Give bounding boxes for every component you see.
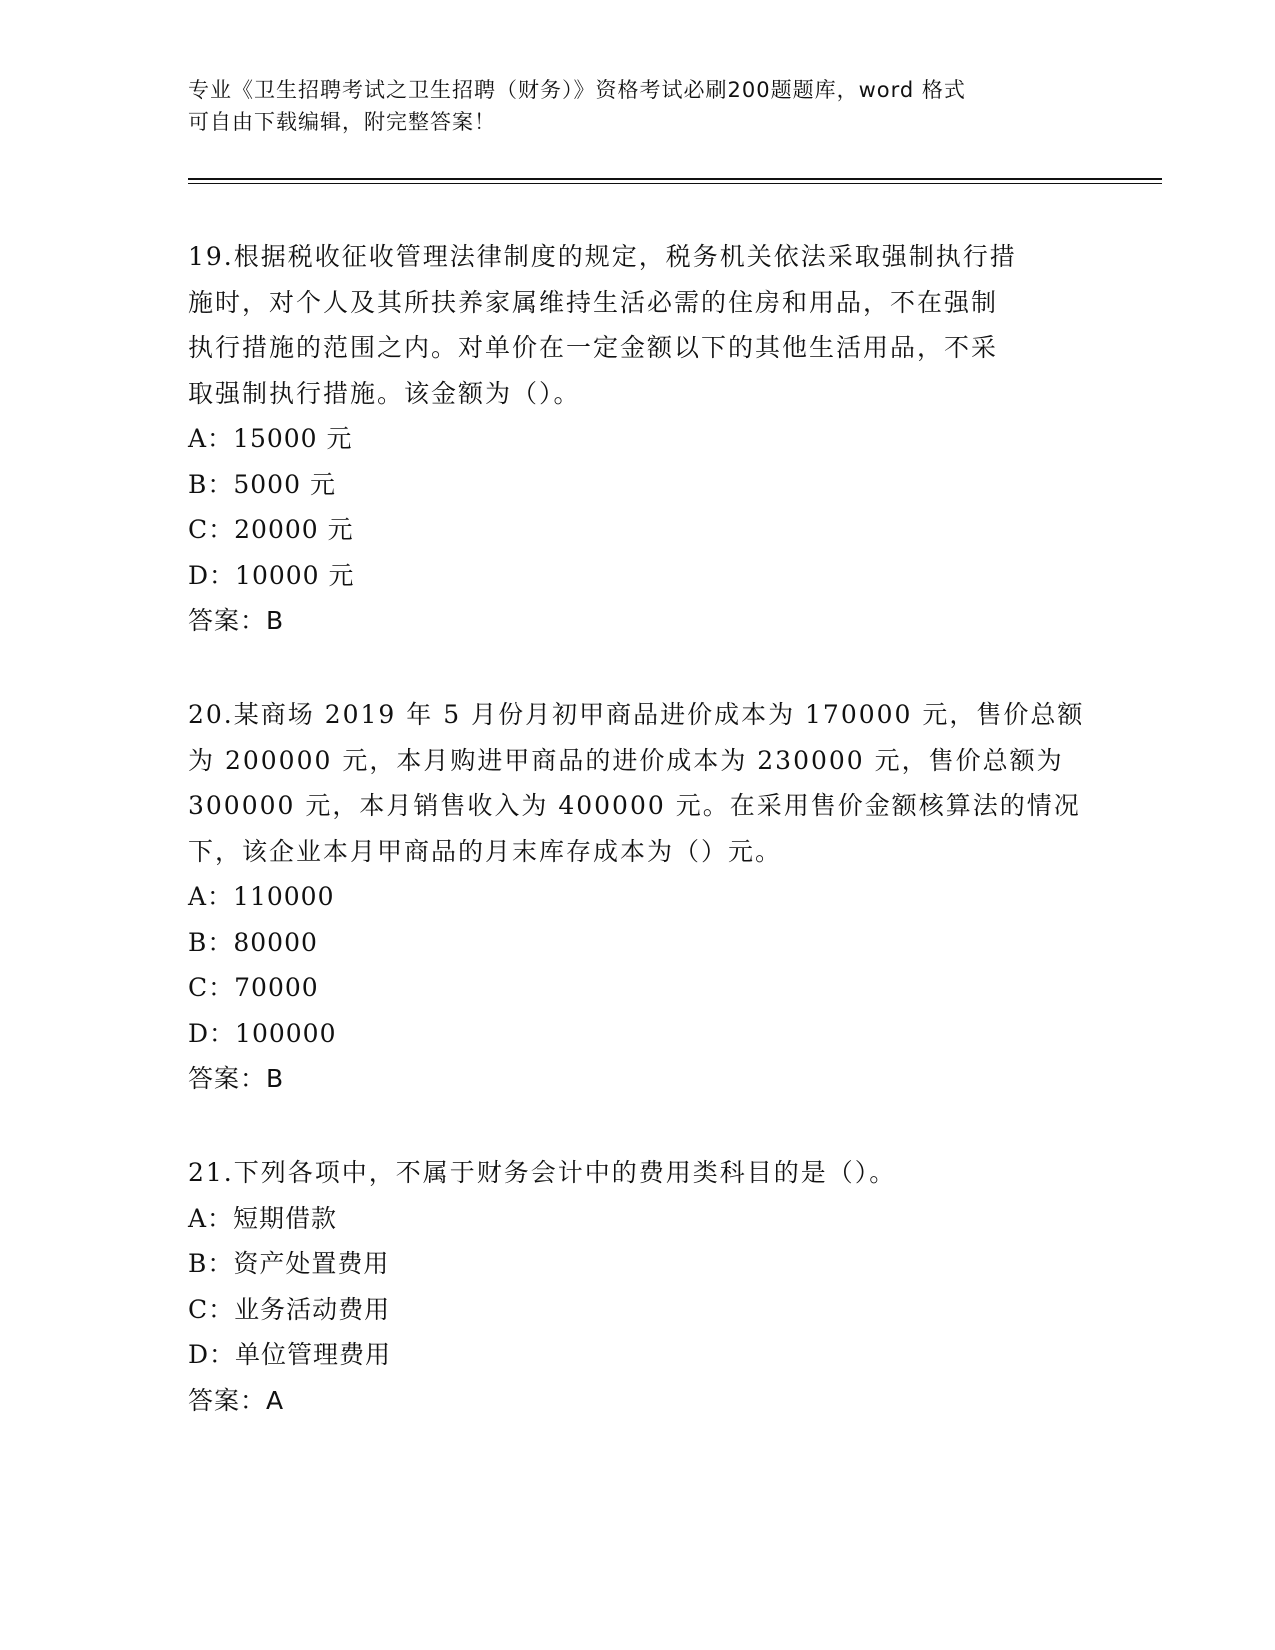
option-b: B：80000 bbox=[188, 927, 318, 957]
option-b: B：5000 元 bbox=[188, 469, 336, 499]
header-subtitle-line: 可自由下载编辑，附完整答案！ bbox=[188, 110, 496, 134]
question-text-line: 19.根据税收征收管理法律制度的规定，税务机关依法采取强制执行措 bbox=[188, 242, 1017, 271]
option-b: B：资产处置费用 bbox=[188, 1249, 390, 1278]
question-text-line: 300000 元，本月销售收入为 400000 元。在采用售价金额核算法的情况 bbox=[188, 791, 1081, 820]
option-d: D：10000 元 bbox=[188, 560, 355, 590]
header-title-line: 专业《卫生招聘考试之卫生招聘（财务）》资格考试必刷200题题库，word 格式 bbox=[188, 78, 966, 102]
question-text-line: 执行措施的范围之内。对单价在一定金额以下的其他生活用品，不采 bbox=[188, 333, 999, 362]
answer-key: 答案：B bbox=[188, 606, 285, 635]
option-a: A：短期借款 bbox=[188, 1203, 338, 1233]
option-a: A：110000 bbox=[188, 882, 335, 911]
question-text-line: 取强制执行措施。该金额为（）。 bbox=[188, 378, 581, 408]
option-a: A：15000 元 bbox=[188, 424, 353, 453]
option-c: C：业务活动费用 bbox=[188, 1294, 391, 1324]
header-divider-thick bbox=[188, 178, 1162, 180]
option-c: C：70000 bbox=[188, 973, 319, 1002]
question-text-line: 20.某商场 2019 年 5 月份月初甲商品进价成本为 170000 元，售价总额 bbox=[188, 700, 1085, 729]
header-divider-thin bbox=[188, 183, 1162, 184]
answer-key: 答案：B bbox=[188, 1064, 285, 1093]
question-text-line: 下，该企业本月甲商品的月末库存成本为（）元。 bbox=[188, 836, 783, 866]
question-text-line: 21.下列各项中，不属于财务会计中的费用类科目的是（）。 bbox=[188, 1158, 897, 1187]
answer-key: 答案：A bbox=[188, 1385, 285, 1415]
option-d: D：100000 bbox=[188, 1018, 337, 1048]
question-20 bbox=[188, 692, 1088, 1102]
option-d: D：单位管理费用 bbox=[188, 1340, 392, 1369]
option-c: C：20000 元 bbox=[188, 515, 354, 544]
document-header bbox=[188, 74, 1088, 138]
question-text-line: 为 200000 元，本月购进甲商品的进价成本为 230000 元，售价总额为 bbox=[188, 745, 1064, 775]
question-text-line: 施时，对个人及其所扶养家属维持生活必需的住房和用品，不在强制 bbox=[188, 287, 999, 317]
question-19 bbox=[188, 234, 1088, 644]
question-21 bbox=[188, 1150, 1088, 1423]
